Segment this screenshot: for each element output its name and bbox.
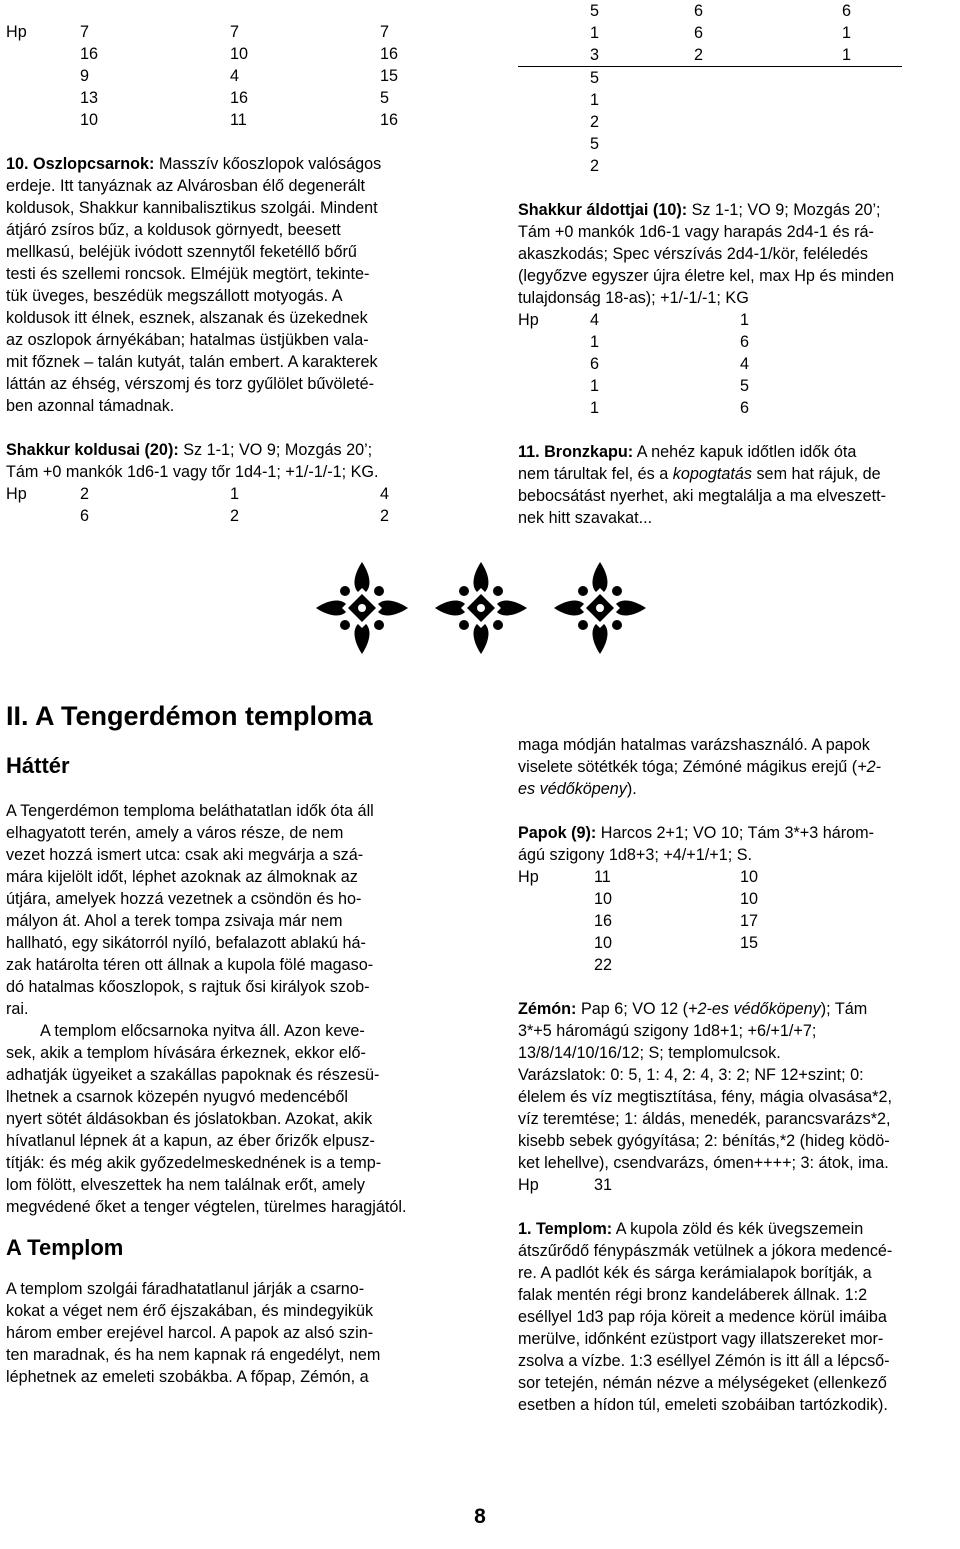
text-line: sek, akik a templom hívására érkeznek, ekkor elő- [6, 1044, 366, 1062]
text-line: Tám +0 mankók 1d6-1 vagy harapás 2d4-1 és rá- [518, 223, 874, 241]
text-line: átjáró zsíros bűz, a koldusok görnyedt, beesett [6, 221, 341, 239]
blessed-statblock [518, 199, 956, 419]
text-line: falak mentén régi bronz kandeláberek állnak. 1:2 [518, 1286, 868, 1304]
text-line: bebocsátást nyerhet, aki megtalálja a ma elveszett- [518, 487, 887, 505]
text-line: koldusok, Shakkur kannibalisztikus szolgái. Mindent [6, 199, 378, 217]
hp-cell: 1 [230, 485, 240, 503]
hp-cell [518, 932, 594, 954]
hp-cell: 10 [230, 45, 249, 63]
hp-cell [6, 43, 80, 65]
priests-statblock [518, 822, 956, 976]
hp-cell: 7 [380, 23, 390, 41]
hp-cell: 11 [594, 868, 611, 886]
text-line: mályon át. Ahol a terek tompa zsivaja már nem [6, 912, 343, 930]
italic-spell-name: kopogtatás [672, 465, 752, 483]
hp-cell: 10 [740, 890, 759, 908]
text-line: maga módján hatalmas varázshasználó. A papok [518, 736, 870, 754]
text-line: tulajdonság 18-as); +1/-1/-1; KG [518, 289, 749, 307]
hp-cell: 7 [80, 23, 90, 41]
text-line: viselete sötétkék tóga; Zémóné mágikus erejű ( [518, 758, 858, 776]
hp-cell: Hp [518, 1176, 539, 1194]
text-line: nek hitt szavakat... [518, 509, 653, 527]
text-line: A nehéz kapuk időtlen idők óta [633, 443, 857, 461]
hp-cell: 6 [740, 399, 750, 417]
hp-cell [518, 888, 594, 910]
text-line: zak határolta téren ott állnak a kupola fölé magaso- [6, 956, 374, 974]
chapter-title: II. A Tengerdémon temploma [6, 701, 373, 731]
hp-cell: 6 [842, 2, 852, 20]
text-line: Sz 1-1; VO 9; Mozgás 20’; [178, 441, 373, 459]
hp-cell [518, 353, 590, 375]
hp-cell: 10 [80, 111, 99, 129]
hp-cell: 16 [380, 45, 399, 63]
background-paragraph-2 [6, 1020, 444, 1218]
hp-cell: 5 [590, 69, 600, 87]
hp-cell: 5 [590, 2, 600, 20]
italic-item: +2- [857, 758, 882, 776]
text-line: mára kijelölt időt, léphet azoknak az álmoknak az [6, 868, 358, 886]
hp-cell: 9 [80, 67, 90, 85]
text-line: tük üveges, beszédük megszállott motyogás. A [6, 287, 343, 305]
text-line: eséllyel 1d3 pap rója köreit a medence körül imáiba [518, 1308, 887, 1326]
text-line: sor tetején, némán nézve a mélységeket (ellenkező [518, 1374, 887, 1392]
text-line: Tám +0 mankók 1d6-1 vagy tőr 1d4-1; +1/-1/-1; KG. [6, 463, 379, 481]
text-line: lhetnek a csarnok közepén nyugvó medencéből [6, 1088, 348, 1106]
top-right-column [518, 0, 956, 529]
hp-cell: 10 [594, 934, 613, 952]
hp-cell: 6 [80, 507, 90, 525]
text-line: koldusok itt élnek, esznek, alszanak és üzekednek [6, 309, 368, 327]
text-line: 3*+5 háromágú szigony 1d8+1; +6/+1/+7; [518, 1022, 817, 1040]
ornament-divider [306, 558, 656, 658]
hp-cell: 16 [380, 111, 399, 129]
zemon-title: Zémón: [518, 1000, 577, 1018]
page-number: 8 [474, 1505, 486, 1528]
text-line: három ember erejével harcol. A papok az alsó szin- [6, 1324, 374, 1342]
section-11 [518, 441, 956, 529]
hp-cell: 16 [594, 912, 613, 930]
hp-cell: 16 [80, 45, 99, 63]
text-line: Sz 1-1; VO 9; Mozgás 20’; [687, 201, 881, 219]
ornament-icon [554, 562, 646, 654]
hp-cell [6, 65, 80, 87]
text-line: mit főznek – talán kutyát, talán embert. A karakterek [6, 353, 378, 371]
hp-cell: 1 [740, 311, 750, 329]
hp-cell: 6 [740, 333, 750, 351]
text-line: ben azonnal támadnak. [6, 397, 175, 415]
text-line: merülve, időnként ezüstport vagy illatszereket mor- [518, 1330, 884, 1348]
text-line: erdeje. Itt tanyáznak az Alvárosban élő degenerált [6, 177, 366, 195]
hp-cell: 2 [694, 44, 842, 67]
hp-table [6, 21, 444, 131]
text-line: átszűrődő fénypászmák vetülnek a jókora medencé- [518, 1242, 893, 1260]
text-line: víz teremtése; 1: áldás, menedék, parancsvarázs*2, [518, 1110, 891, 1128]
hp-cell: 6 [694, 2, 704, 20]
text-line: vezet hozzá ismert utca: csak aki megvárja a szá- [6, 846, 364, 864]
hp-cell: 1 [842, 44, 902, 67]
hp-cell: Hp [6, 485, 27, 503]
hp-cell [6, 87, 80, 109]
text-line: 13/8/14/10/16/12; S; templomulcsok. [518, 1044, 781, 1062]
hp-cell: 3 [518, 44, 694, 67]
hp-cell: 1 [590, 91, 600, 109]
text-line: Masszív kőoszlopok valóságos [154, 155, 382, 173]
hp-cell: 7 [230, 23, 240, 41]
text-line: nyert sötét áldásokban és jóslatokban. Azokat, akik [6, 1110, 373, 1128]
hp-cell: 1 [590, 399, 600, 417]
text-line: útjára, amelyek hozzá vezetnek a csöndön és ho- [6, 890, 362, 908]
hp-cell: Hp [6, 23, 27, 41]
text-line: testi és szellemi roncsok. Elméjük megtört, tekinte- [6, 265, 370, 283]
text-line: títják: és még akik győzedelmeskednének is a temp- [6, 1154, 382, 1172]
hp-cell [740, 954, 800, 976]
priests-title: Papok (9): [518, 824, 597, 842]
text-line: Harcos 2+1; VO 10; Tám 3*+3 három- [596, 824, 874, 842]
blessed-hp [518, 309, 956, 419]
text-line: re. A padlót kék és sárga kerámialapok borítják, a [518, 1264, 872, 1282]
hp-cell: 1 [842, 24, 852, 42]
background-paragraph-1 [6, 800, 444, 1020]
zemon-hp [518, 1174, 956, 1196]
hp-cell: 2 [590, 157, 600, 175]
text-line: A Tengerdémon temploma beláthatatlan idők óta áll [6, 802, 374, 820]
text-line: mellkasú, beléjük ivódott szennytől feketéllő bőrű [6, 243, 357, 261]
hp-cell: 1 [590, 333, 600, 351]
text-line: sem hat rájuk, de [751, 465, 881, 483]
hp-cell: 5 [740, 377, 750, 395]
hp-cell: 4 [740, 355, 750, 373]
hp-cell: 31 [594, 1176, 613, 1194]
hp-cell: 2 [80, 485, 90, 503]
hp-cell: 13 [80, 89, 99, 107]
text-line: dó hatalmas kőoszlopok, s rajtuk ősi királyok szob- [6, 978, 370, 996]
hp-cell: 15 [380, 67, 399, 85]
text-line: megvédené őket a tenger végtelen, türelmes haragjától. [6, 1198, 407, 1216]
beggars-hp [6, 483, 444, 527]
text-line: akaszkodás; Spec vérszívás 2d4-1/kör, feléledés [518, 245, 869, 263]
text-line: elhagyatott terén, amely a város része, de nem [6, 824, 344, 842]
text-line: A templom előcsarnoka nyitva áll. Azon keve- [40, 1022, 365, 1040]
hp-cell: 2 [380, 507, 390, 525]
hp-cell [6, 505, 80, 527]
background-heading: Háttér [6, 753, 70, 778]
hp-cell: Hp [518, 868, 539, 886]
hp-cell [518, 910, 594, 932]
room-1-title: 1. Templom: [518, 1220, 613, 1238]
text-line: A templom szolgái fáradhatatlanul járják a csarno- [6, 1280, 365, 1298]
hp-cell: 4 [380, 485, 390, 503]
priests-hp [518, 866, 956, 976]
text-line: kokat a véget nem érő éjszakában, és mindegyikük [6, 1302, 374, 1320]
hp-continuation [518, 0, 956, 177]
zemon-statblock [518, 998, 956, 1196]
section-10-title: 10. Oszlopcsarnok: [6, 155, 155, 173]
text-line: élelem és víz megtisztítása, fény, mágia olvasása*2, [518, 1088, 892, 1106]
room-1 [518, 1218, 956, 1416]
continued-paragraph [518, 734, 956, 800]
text-line: adhatják ügyeiket a szakállas papoknak és részesü- [6, 1066, 380, 1084]
text-line: (legyőzve egyszer újra életre kel, max Hp és minden [518, 267, 895, 285]
hp-cell: 5 [380, 89, 390, 107]
text-line: Varázslatok: 0: 5, 1: 4, 2: 4, 3: 2; NF 12+szint; 0: [518, 1066, 864, 1084]
text-line: ); Tám [820, 1000, 868, 1018]
temple-heading: A Templom [6, 1235, 124, 1260]
text-line: léphetnek az emeleti szobákba. A főpap, Zémón, a [6, 1368, 369, 1386]
hp-cell: 16 [230, 89, 249, 107]
blessed-title: Shakkur áldottjai (10): [518, 201, 688, 219]
section-10 [6, 153, 444, 417]
beggars-title: Shakkur koldusai (20): [6, 441, 179, 459]
text-line: lom fölött, elveszettek ha nem találnak erőt, amely [6, 1176, 365, 1194]
text-line: A kupola zöld és kék üvegszemein [612, 1220, 864, 1238]
text-line: nem tárultak fel, és a [518, 465, 673, 483]
hp-cell [518, 397, 590, 419]
beggars-statblock [6, 439, 444, 527]
italic-item: +2-es védőköpeny [688, 1000, 821, 1018]
hp-cell: 11 [230, 111, 247, 129]
hp-cell [518, 375, 590, 397]
text-line: zsolva a vízbe. 1:3 eséllyel Zémón is itt áll a lépcső- [518, 1352, 890, 1370]
hp-cell: 6 [590, 355, 600, 373]
ornament-icon [435, 562, 527, 654]
hp-cell: 1 [590, 24, 600, 42]
text-line: Pap 6; VO 12 ( [576, 1000, 689, 1018]
hp-cell: 1 [590, 377, 600, 395]
text-line: hallható, egy sikátorról nyíló, befalazott ablakú há- [6, 934, 366, 952]
top-left-column [6, 21, 444, 527]
text-line: az oszlopok árnyékában; hatalmas üstjükben vala- [6, 331, 369, 349]
hp-cell: 10 [740, 868, 759, 886]
hp-cell: 2 [230, 507, 240, 525]
hp-cell [6, 109, 80, 131]
hp-cell: 5 [590, 135, 600, 153]
ornament-icon [316, 562, 408, 654]
hp-cell [518, 954, 594, 976]
text-line: ten maradnak, és ha nem kapnak rá engedélyt, nem [6, 1346, 381, 1364]
hp-cell: 2 [590, 113, 600, 131]
hp-cell: Hp [518, 311, 539, 329]
text-line: hívatlanul lépnek át a kapun, az éber őrizők elpusz- [6, 1132, 375, 1150]
italic-item: es védőköpeny [518, 780, 627, 798]
hp-cell: 15 [740, 934, 759, 952]
hp-cell: 10 [594, 890, 613, 908]
text-line: ). [626, 780, 637, 798]
text-line: esetben a hídon túl, emeleti szobáiban tartózkodik). [518, 1396, 888, 1414]
hp-cell: 22 [594, 956, 613, 974]
bottom-left-column [6, 700, 444, 1388]
hp-cell: 17 [740, 912, 759, 930]
hp-cell [518, 331, 590, 353]
text-line: ágú szigony 1d8+3; +4/+1/+1; S. [518, 846, 752, 864]
bottom-right-column [518, 734, 956, 1416]
text-line: kisebb sebek gyógyítása; 2: bénítás,*2 (hideg ködö- [518, 1132, 890, 1150]
text-line: ket lehellve), csendvarázs, ómen++++; 3: átok, ima. [518, 1154, 889, 1172]
hp-cell: 4 [230, 67, 240, 85]
hp-cell: 6 [694, 24, 704, 42]
text-line: láttán az éhség, vérszomj és torz gyűlölet bűvöleté- [6, 375, 375, 393]
text-line: rai. [6, 1000, 29, 1018]
hp-cell: 4 [590, 311, 600, 329]
section-11-title: 11. Bronzkapu: [518, 443, 634, 461]
temple-paragraph [6, 1278, 444, 1388]
